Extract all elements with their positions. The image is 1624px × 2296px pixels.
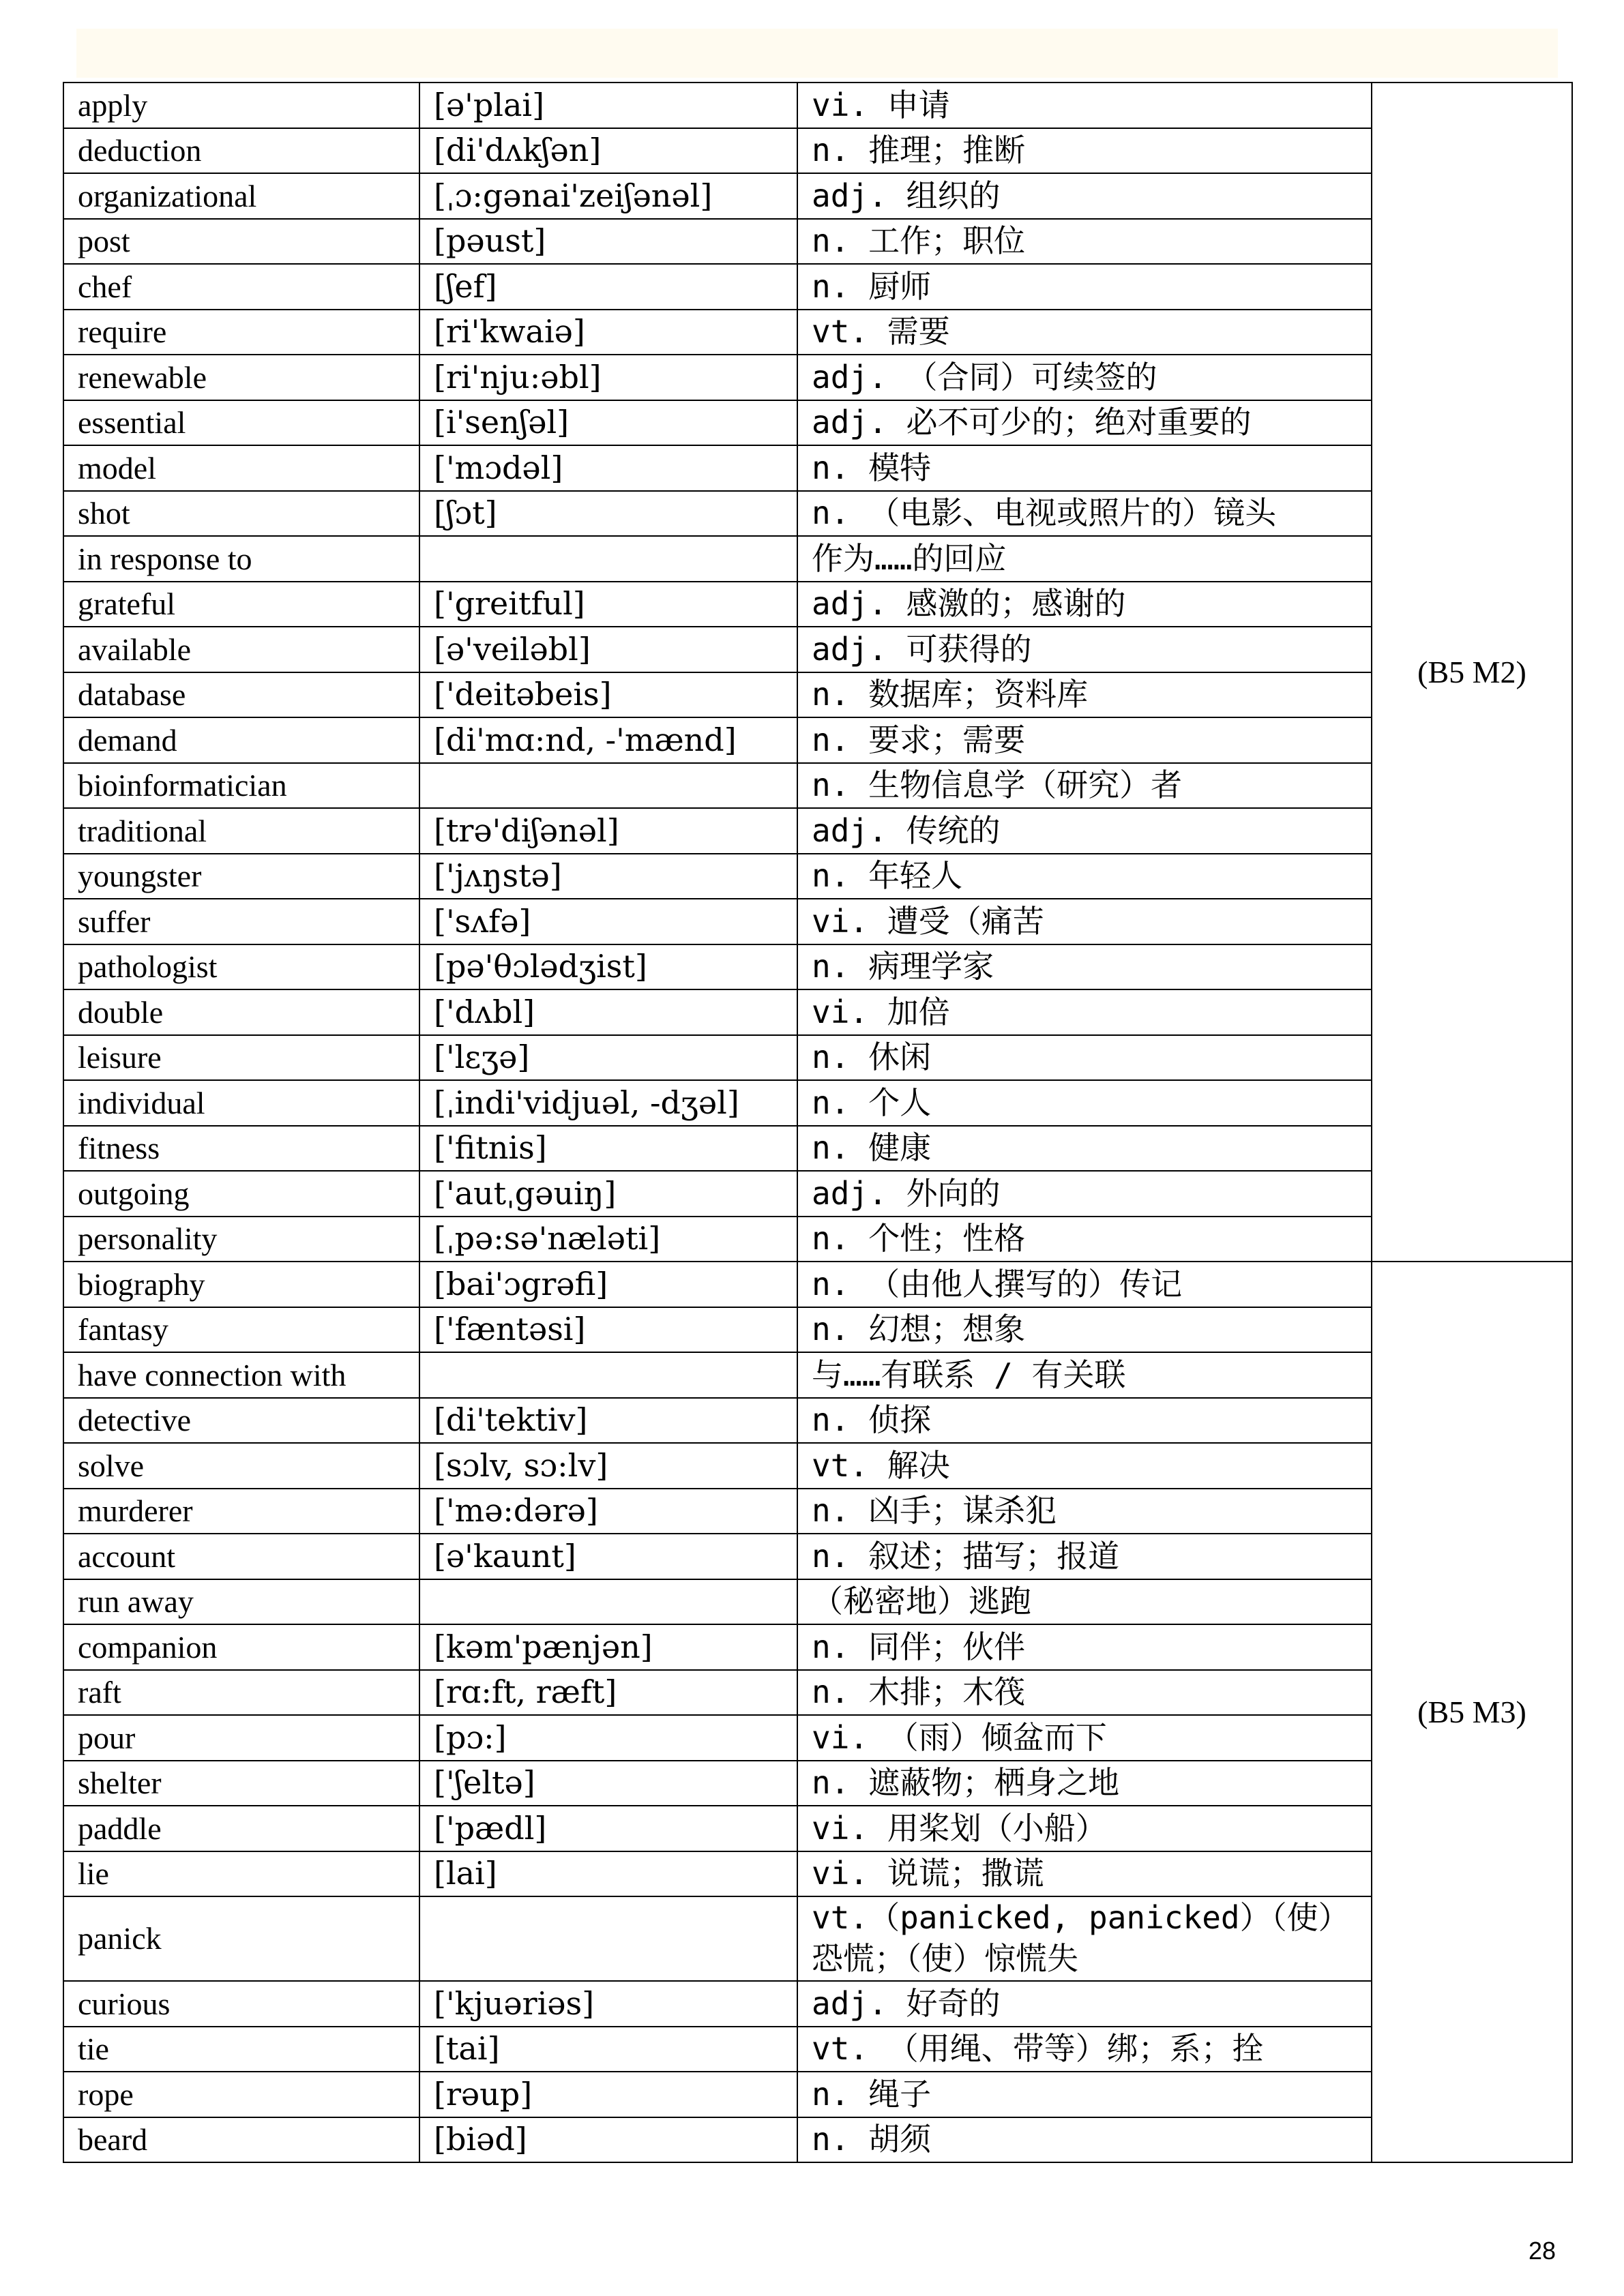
phonetic-cell: ['kjuəriəs] [419, 1981, 797, 2027]
word-cell: grateful [63, 582, 419, 627]
meaning-cell: n. 年轻人 [797, 854, 1372, 899]
phonetic-cell [419, 1579, 797, 1625]
phonetic-cell [419, 763, 797, 809]
meaning-cell: vi. 申请 [797, 83, 1372, 128]
word-cell: bioinformatician [63, 763, 419, 809]
table-row [63, 582, 1572, 627]
phonetic-cell: [ˌɔ:gənai'zeiʃənəl] [419, 173, 797, 219]
table-row [63, 1534, 1572, 1579]
table-row [63, 1080, 1572, 1126]
phonetic-cell: [ə'plai] [419, 83, 797, 128]
phonetic-cell: ['greitful] [419, 582, 797, 627]
table-row [63, 491, 1572, 537]
table-row [63, 808, 1572, 854]
meaning-cell: n. 个性；性格 [797, 1217, 1372, 1262]
meaning-cell: n. 要求；需要 [797, 717, 1372, 763]
table-row [63, 672, 1572, 718]
word-cell: in response to [63, 536, 419, 582]
meaning-cell: n. 病理学家 [797, 944, 1372, 990]
meaning-cell: adj. 好奇的 [797, 1981, 1372, 2027]
table-row [63, 1624, 1572, 1670]
word-cell: tie [63, 2027, 419, 2072]
phonetic-cell: [rɑ:ft, ræft] [419, 1670, 797, 1716]
table-row [63, 944, 1572, 990]
word-cell: outgoing [63, 1171, 419, 1217]
phonetic-cell: [tai] [419, 2027, 797, 2072]
table-row [63, 1896, 1572, 1981]
word-cell: double [63, 989, 419, 1035]
word-cell: deduction [63, 128, 419, 174]
header-band [76, 29, 1558, 78]
meaning-cell: vt. （用绳、带等）绑；系；拴 [797, 2027, 1372, 2072]
phonetic-cell: [pɔ:] [419, 1715, 797, 1761]
table-row [63, 1670, 1572, 1716]
meaning-cell: n. 数据库；资料库 [797, 672, 1372, 718]
table-row [63, 1352, 1572, 1398]
table-row [63, 1806, 1572, 1851]
phonetic-cell: [ri'nju:əbl] [419, 355, 797, 400]
meaning-cell: n. 健康 [797, 1126, 1372, 1172]
word-cell: have connection with [63, 1352, 419, 1398]
meaning-cell: n. 厨师 [797, 264, 1372, 310]
phonetic-cell: [ʃef] [419, 264, 797, 310]
table-row [63, 310, 1572, 355]
meaning-cell: vi. 说谎；撒谎 [797, 1851, 1372, 1897]
word-cell: available [63, 627, 419, 672]
word-cell: personality [63, 1217, 419, 1262]
word-cell: fantasy [63, 1307, 419, 1353]
meaning-cell: n. 绳子 [797, 2072, 1372, 2117]
table-row [63, 2072, 1572, 2117]
word-cell: companion [63, 1624, 419, 1670]
meaning-cell: vt. 需要 [797, 310, 1372, 355]
phonetic-cell: [ʃɔt] [419, 491, 797, 537]
table-row [63, 854, 1572, 899]
word-cell: lie [63, 1851, 419, 1897]
phonetic-cell: [ə'kaunt] [419, 1534, 797, 1579]
meaning-cell: n. 个人 [797, 1080, 1372, 1126]
word-cell: panick [63, 1896, 419, 1981]
word-cell: demand [63, 717, 419, 763]
word-cell: pathologist [63, 944, 419, 990]
table-row [63, 1489, 1572, 1534]
meaning-cell: adj. 传统的 [797, 808, 1372, 854]
table-row [63, 1715, 1572, 1761]
word-cell: essential [63, 400, 419, 446]
meaning-cell: adj. 必不可少的；绝对重要的 [797, 400, 1372, 446]
unit-label-cell: (B5 M2) [1372, 83, 1572, 1262]
table-row [63, 763, 1572, 809]
meaning-cell: n. （电影、电视或照片的）镜头 [797, 491, 1372, 537]
table-row [63, 2117, 1572, 2163]
meaning-cell: 作为……的回应 [797, 536, 1372, 582]
phonetic-cell: [di'mɑ:nd, -'mænd] [419, 717, 797, 763]
word-cell: run away [63, 1579, 419, 1625]
word-cell: account [63, 1534, 419, 1579]
word-cell: chef [63, 264, 419, 310]
meaning-cell: 与……有联系 / 有关联 [797, 1352, 1372, 1398]
phonetic-cell: ['mɔdəl] [419, 445, 797, 491]
word-cell: fitness [63, 1126, 419, 1172]
meaning-cell: adj. （合同）可续签的 [797, 355, 1372, 400]
word-cell: database [63, 672, 419, 718]
table-row [63, 627, 1572, 672]
phonetic-cell: [di'tektiv] [419, 1398, 797, 1444]
word-cell: apply [63, 83, 419, 128]
meaning-cell: n. 凶手；谋杀犯 [797, 1489, 1372, 1534]
vocabulary-table-body [63, 83, 1572, 2162]
table-row [63, 445, 1572, 491]
phonetic-cell: [di'dʌkʃən] [419, 128, 797, 174]
meaning-cell: n. 胡须 [797, 2117, 1372, 2163]
word-cell: shelter [63, 1761, 419, 1806]
phonetic-cell [419, 1352, 797, 1398]
phonetic-cell: ['pædl] [419, 1806, 797, 1851]
phonetic-cell: ['fæntəsi] [419, 1307, 797, 1353]
meaning-cell: vt.（panicked, panicked）（使）恐慌；（使）惊慌失 [797, 1896, 1372, 1981]
table-row [63, 1307, 1572, 1353]
word-cell: biography [63, 1262, 419, 1307]
phonetic-cell [419, 536, 797, 582]
word-cell: murderer [63, 1489, 419, 1534]
phonetic-cell: ['sʌfə] [419, 899, 797, 944]
table-row [63, 717, 1572, 763]
word-cell: curious [63, 1981, 419, 2027]
word-cell: leisure [63, 1035, 419, 1081]
meaning-cell: n. 工作；职位 [797, 219, 1372, 265]
table-row [63, 1262, 1572, 1307]
meaning-cell: vi. 用桨划（小船） [797, 1806, 1372, 1851]
word-cell: renewable [63, 355, 419, 400]
table-row [63, 536, 1572, 582]
word-cell: require [63, 310, 419, 355]
meaning-cell: n. 木排；木筏 [797, 1670, 1372, 1716]
table-row [63, 1981, 1572, 2027]
phonetic-cell: [ə'veiləbl] [419, 627, 797, 672]
meaning-cell: n. 同伴；伙伴 [797, 1624, 1372, 1670]
word-cell: pour [63, 1715, 419, 1761]
word-cell: raft [63, 1670, 419, 1716]
word-cell: shot [63, 491, 419, 537]
table-row [63, 1126, 1572, 1172]
table-row [63, 264, 1572, 310]
page-number: 28 [1528, 2237, 1556, 2265]
table-row [63, 1171, 1572, 1217]
meaning-cell: n. 推理；推断 [797, 128, 1372, 174]
table-row [63, 1398, 1572, 1444]
meaning-cell: n. 叙述；描写；报道 [797, 1534, 1372, 1579]
meaning-cell: adj. 组织的 [797, 173, 1372, 219]
phonetic-cell: ['jʌŋstə] [419, 854, 797, 899]
table-row [63, 1035, 1572, 1081]
meaning-cell: adj. 可获得的 [797, 627, 1372, 672]
phonetic-cell: [i'senʃəl] [419, 400, 797, 446]
table-row [63, 173, 1572, 219]
word-cell: youngster [63, 854, 419, 899]
phonetic-cell: ['autˌgəuiŋ] [419, 1171, 797, 1217]
word-cell: suffer [63, 899, 419, 944]
meaning-cell: n. 侦探 [797, 1398, 1372, 1444]
word-cell: model [63, 445, 419, 491]
meaning-cell: n. （由他人撰写的）传记 [797, 1262, 1372, 1307]
phonetic-cell: [sɔlv, sɔ:lv] [419, 1443, 797, 1489]
meaning-cell: vi. （雨）倾盆而下 [797, 1715, 1372, 1761]
word-cell: detective [63, 1398, 419, 1444]
phonetic-cell: [pə'θɔlədʒist] [419, 944, 797, 990]
table-row [63, 400, 1572, 446]
word-cell: paddle [63, 1806, 419, 1851]
meaning-cell: （秘密地）逃跑 [797, 1579, 1372, 1625]
meaning-cell: n. 休闲 [797, 1035, 1372, 1081]
meaning-cell: adj. 外向的 [797, 1171, 1372, 1217]
phonetic-cell: ['dʌbl] [419, 989, 797, 1035]
word-cell: rope [63, 2072, 419, 2117]
word-cell: organizational [63, 173, 419, 219]
table-row [63, 1851, 1572, 1897]
meaning-cell: vi. 遭受（痛苦 [797, 899, 1372, 944]
meaning-cell: n. 生物信息学（研究）者 [797, 763, 1372, 809]
phonetic-cell: [lai] [419, 1851, 797, 1897]
word-cell: solve [63, 1443, 419, 1489]
phonetic-cell: [rəup] [419, 2072, 797, 2117]
phonetic-cell: [biəd] [419, 2117, 797, 2163]
table-row [63, 1761, 1572, 1806]
phonetic-cell: [trə'diʃənəl] [419, 808, 797, 854]
meaning-cell: vi. 加倍 [797, 989, 1372, 1035]
phonetic-cell: [ri'kwaiə] [419, 310, 797, 355]
table-row [63, 2027, 1572, 2072]
phonetic-cell: ['fitnis] [419, 1126, 797, 1172]
table-row [63, 83, 1572, 128]
table-row [63, 1443, 1572, 1489]
phonetic-cell [419, 1896, 797, 1981]
word-cell: traditional [63, 808, 419, 854]
table-row [63, 899, 1572, 944]
meaning-cell: n. 幻想；想象 [797, 1307, 1372, 1353]
table-row [63, 355, 1572, 400]
unit-label-cell: (B5 M3) [1372, 1262, 1572, 2162]
phonetic-cell: ['deitəbeis] [419, 672, 797, 718]
phonetic-cell: ['ʃeltə] [419, 1761, 797, 1806]
phonetic-cell: ['mə:dərə] [419, 1489, 797, 1534]
vocabulary-table [63, 82, 1573, 2163]
meaning-cell: vt. 解决 [797, 1443, 1372, 1489]
word-cell: post [63, 219, 419, 265]
table-row [63, 989, 1572, 1035]
phonetic-cell: [ˌpə:sə'næləti] [419, 1217, 797, 1262]
table-row [63, 1217, 1572, 1262]
phonetic-cell: [bai'ɔgrəfi] [419, 1262, 797, 1307]
table-row [63, 128, 1572, 174]
phonetic-cell: [ˌindi'vidjuəl, -dʒəl] [419, 1080, 797, 1126]
phonetic-cell: [pəust] [419, 219, 797, 265]
meaning-cell: n. 遮蔽物；栖身之地 [797, 1761, 1372, 1806]
word-cell: beard [63, 2117, 419, 2163]
meaning-cell: n. 模特 [797, 445, 1372, 491]
table-row [63, 219, 1572, 265]
meaning-cell: adj. 感激的；感谢的 [797, 582, 1372, 627]
table-row [63, 1579, 1572, 1625]
phonetic-cell: [kəm'pænjən] [419, 1624, 797, 1670]
phonetic-cell: ['lɛʒə] [419, 1035, 797, 1081]
word-cell: individual [63, 1080, 419, 1126]
